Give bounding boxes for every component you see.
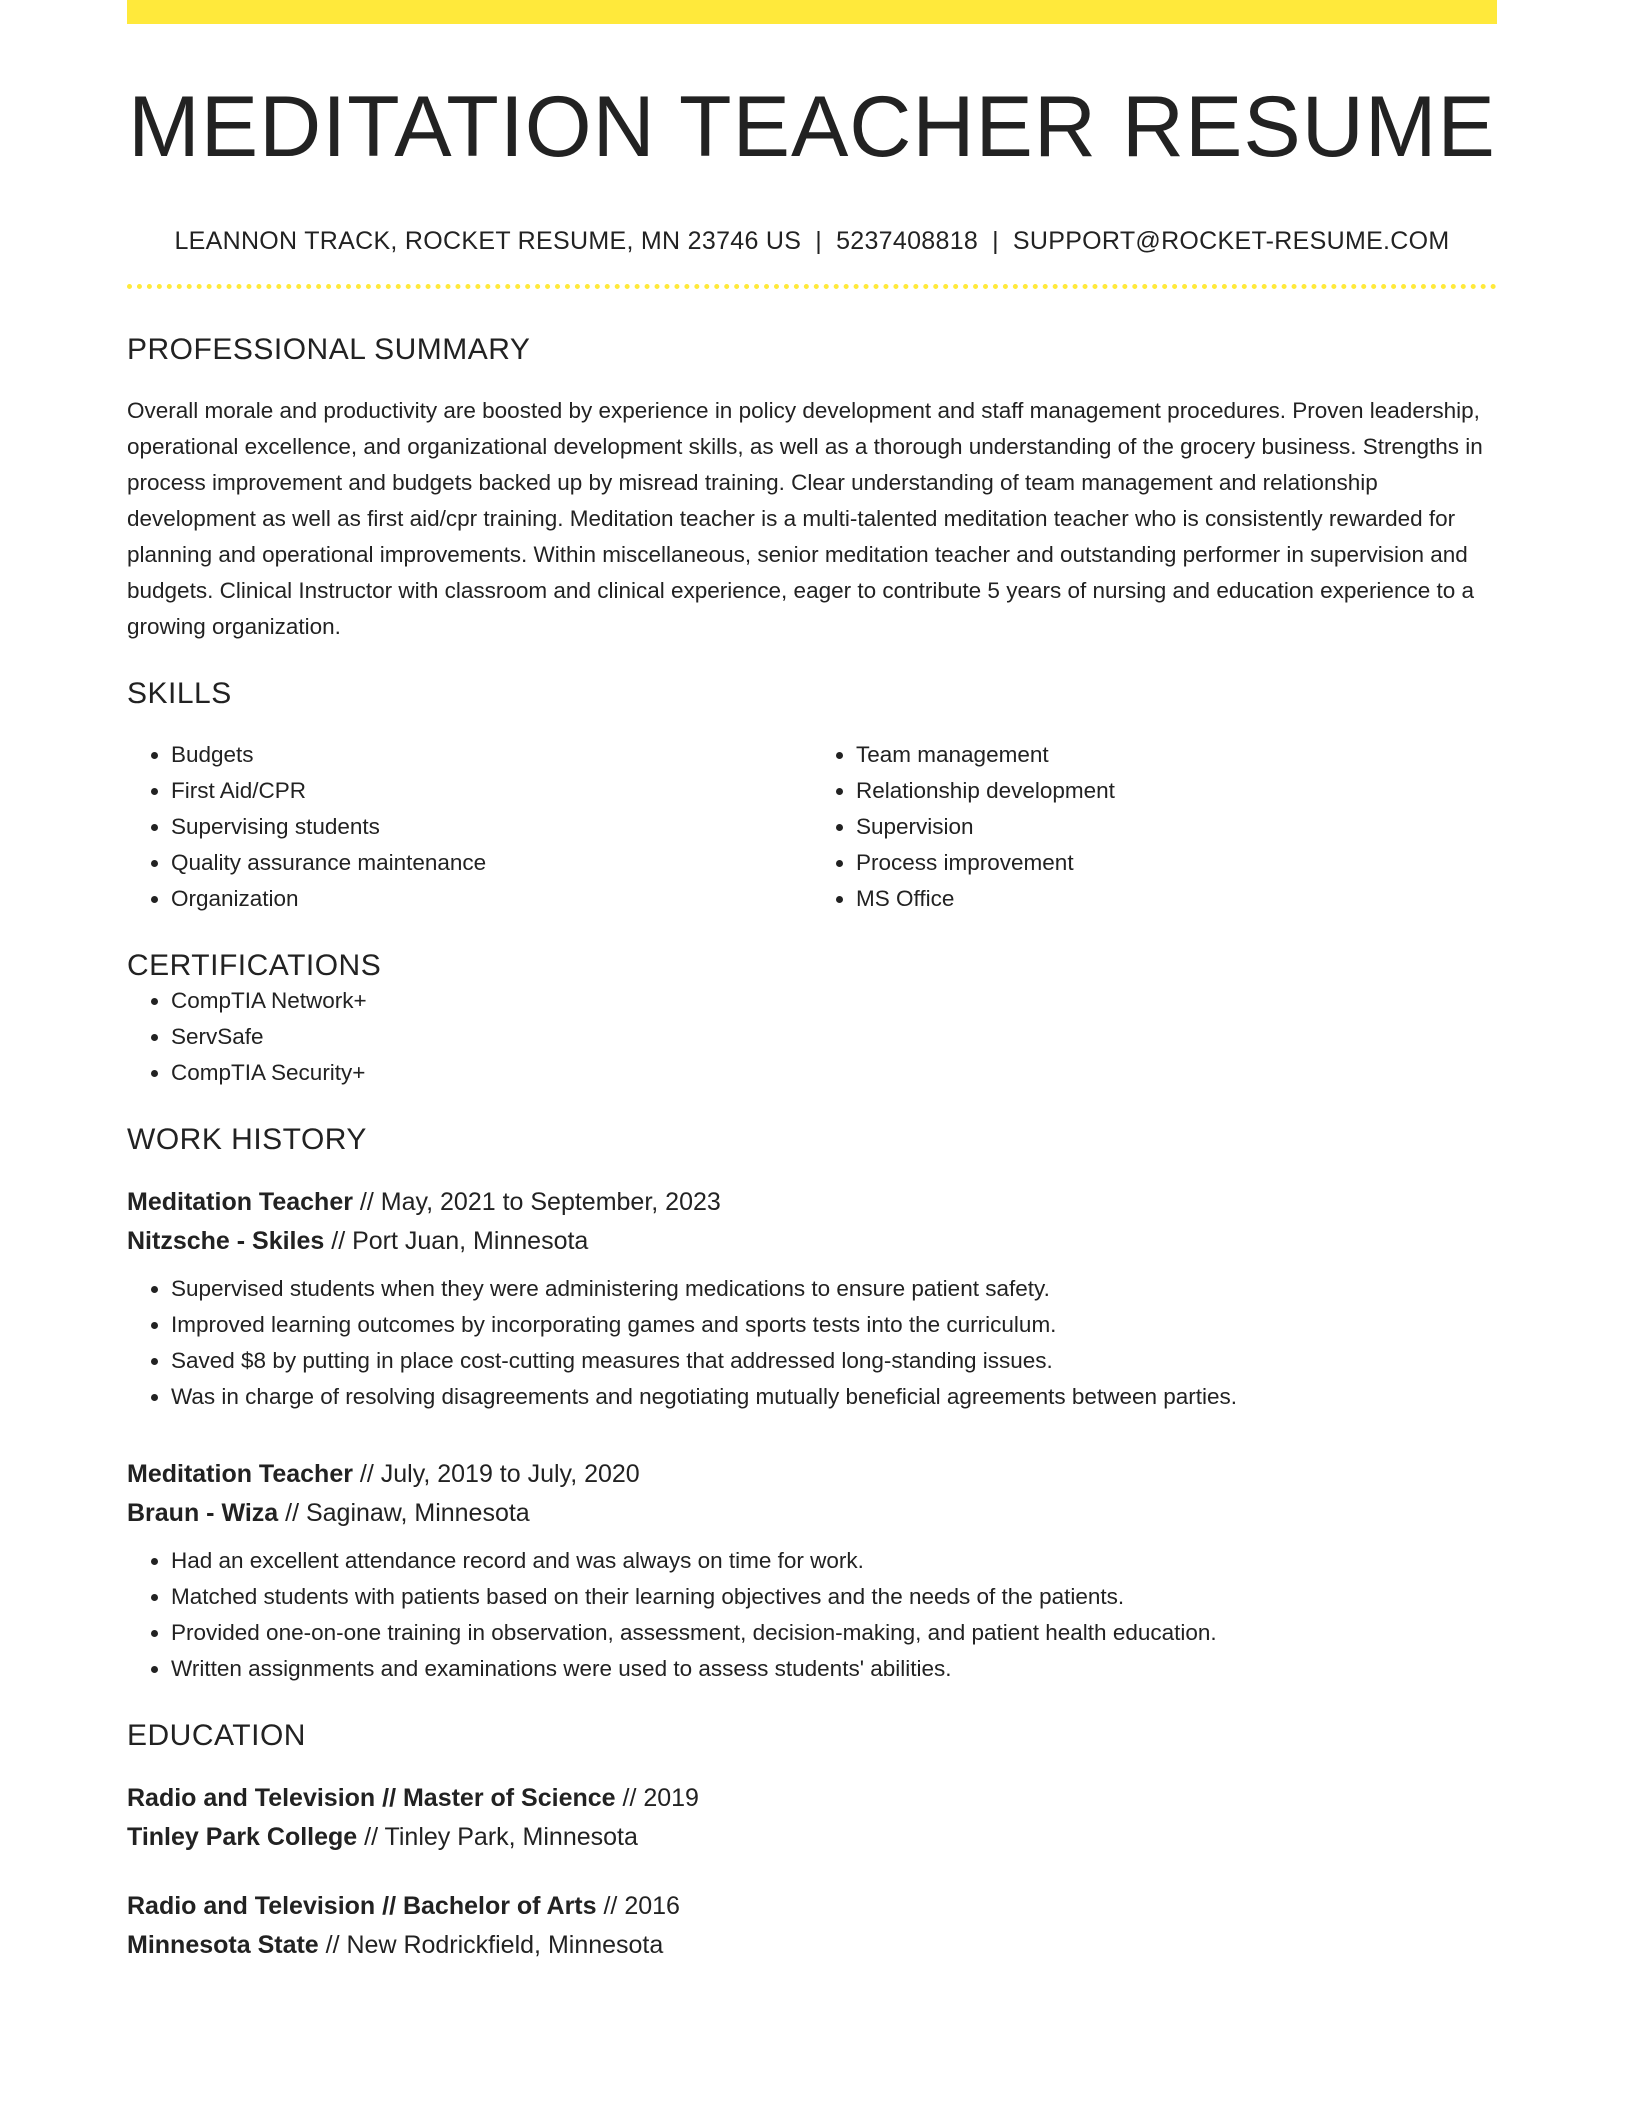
job-dates: // May, 2021 to September, 2023 (352, 1187, 721, 1216)
job-duty: • Was in charge of resolving disagreements and negotiating mutually beneficial agreements between parties. (171, 1379, 1497, 1415)
skill-item: • Quality assurance maintenance (171, 845, 812, 881)
job-company-line (127, 1222, 1497, 1261)
education-location: // Tinley Park, Minnesota (357, 1822, 638, 1851)
skill-item: • Supervising students (171, 809, 812, 845)
job-title: Meditation Teacher (127, 1187, 353, 1216)
contact-separator: | (992, 226, 999, 255)
job-entry (127, 1183, 1497, 1415)
certifications-list (127, 983, 1497, 1091)
education-entry (127, 1779, 1497, 1857)
contact-line (127, 227, 1497, 256)
job-dates: // July, 2019 to July, 2020 (352, 1459, 640, 1488)
skill-item: • Process improvement (856, 845, 1497, 881)
dotted-divider (127, 284, 1497, 289)
education-degree-line (127, 1779, 1497, 1818)
summary-heading: PROFESSIONAL SUMMARY (127, 332, 531, 366)
certification-item: • CompTIA Network+ (171, 983, 1497, 1019)
education-degree: Radio and Television // Master of Science (127, 1783, 616, 1812)
skills-column-right (812, 737, 1497, 917)
skill-item: • Budgets (171, 737, 812, 773)
job-title: Meditation Teacher (127, 1459, 353, 1488)
education-school-line (127, 1926, 1497, 1965)
certification-item: • ServSafe (171, 1019, 1497, 1055)
job-company: Braun - Wiza (127, 1498, 279, 1527)
skills-heading: SKILLS (127, 676, 232, 710)
education-location: // New Rodrickfield, Minnesota (318, 1930, 664, 1959)
job-title-line (127, 1183, 1497, 1222)
education-heading: EDUCATION (127, 1718, 306, 1752)
job-duty: • Supervised students when they were administering medications to ensure patient safety. (171, 1271, 1497, 1307)
job-duties (127, 1543, 1497, 1687)
education-school: Tinley Park College (127, 1822, 358, 1851)
resume-page (127, 0, 1497, 1965)
education-degree: Radio and Television // Bachelor of Arts (127, 1891, 597, 1920)
job-entry (127, 1455, 1497, 1687)
education-entry (127, 1887, 1497, 1965)
skill-item: • MS Office (856, 881, 1497, 917)
contact-separator: | (815, 226, 823, 255)
job-duties (127, 1271, 1497, 1415)
certifications-heading: CERTIFICATIONS (127, 948, 382, 982)
job-company: Nitzsche - Skiles (127, 1226, 325, 1255)
skill-item: • Relationship development (856, 773, 1497, 809)
skill-item: • Team management (856, 737, 1497, 773)
summary-text: Overall morale and productivity are boosted by experience in policy development and staff management procedures. Proven leadership, operational excellence, and organizational development skills, as well as a thorough understanding of the grocery business. Strengths in process improvement and budgets backed up by misread training. Clear understanding of team management and relationship development as well as first aid/cpr training. Meditation teacher is a multi-talented meditation teacher who is consistently rewarded for planning and operational improvements. Within miscellaneous, senior meditation teacher and outstanding performer in supervision and budgets. Clinical Instructor with classroom and clinical experience, eager to contribute 5 years of nursing and education experience to a growing organization. (127, 397, 1483, 639)
job-company-line (127, 1494, 1497, 1533)
job-duty: • Matched students with patients based on their learning objectives and the needs of the patients. (171, 1579, 1497, 1615)
education-year: // 2019 (615, 1783, 699, 1812)
education-degree-line (127, 1887, 1497, 1926)
skills-column-left (127, 737, 812, 917)
job-duty: • Written assignments and examinations were used to assess students' abilities. (171, 1651, 1497, 1687)
job-duty: • Had an excellent attendance record and was always on time for work. (171, 1543, 1497, 1579)
skill-item: • Supervision (856, 809, 1497, 845)
resume-title: MEDITATION TEACHER RESUME (128, 79, 1496, 175)
contact-email: SUPPORT@ROCKET-RESUME.COM (1012, 226, 1450, 255)
skills-list (127, 737, 1497, 917)
job-title-line (127, 1455, 1497, 1494)
job-location: // Saginaw, Minnesota (278, 1498, 530, 1527)
job-duty: • Provided one-on-one training in observation, assessment, decision-making, and patient health education. (171, 1615, 1497, 1651)
job-duty: • Saved $8 by putting in place cost-cutting measures that addressed long-standing issues. (171, 1343, 1497, 1379)
job-location: // Port Juan, Minnesota (324, 1226, 589, 1255)
work-history-heading: WORK HISTORY (127, 1122, 367, 1156)
accent-top-bar (127, 0, 1497, 24)
contact-phone: 5237408818 (836, 226, 979, 255)
education-school-line (127, 1818, 1497, 1857)
education-year: // 2016 (596, 1891, 680, 1920)
job-duty: • Improved learning outcomes by incorporating games and sports tests into the curriculum. (171, 1307, 1497, 1343)
certification-item: • CompTIA Security+ (171, 1055, 1497, 1091)
skill-item: • First Aid/CPR (171, 773, 812, 809)
skill-item: • Organization (171, 881, 812, 917)
contact-address: LEANNON TRACK, ROCKET RESUME, MN 23746 US (174, 226, 802, 255)
education-school: Minnesota State (127, 1930, 319, 1959)
